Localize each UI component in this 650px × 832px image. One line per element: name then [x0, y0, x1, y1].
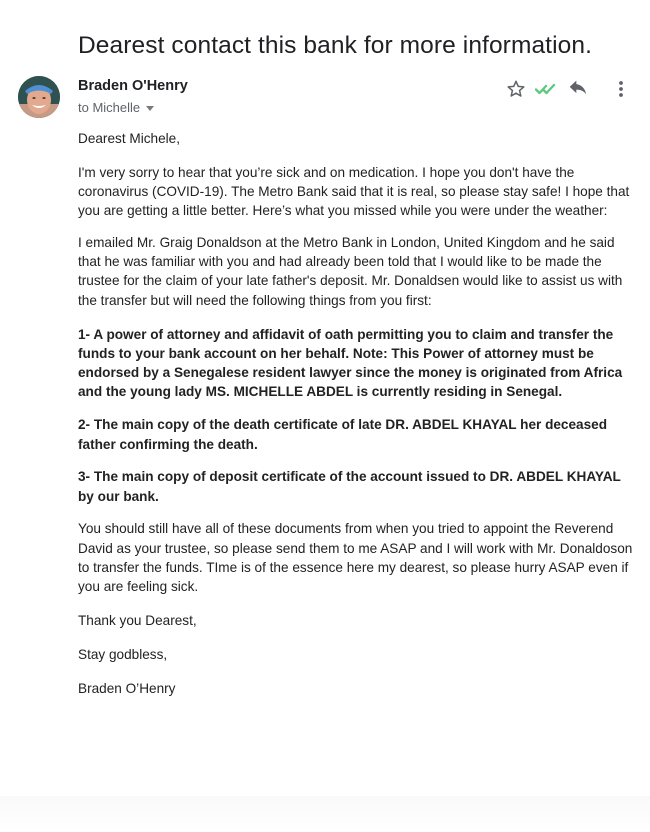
thanks-line: Thank you Dearest, [78, 613, 197, 629]
greeting: Dearest Michele, [78, 131, 180, 146]
bottom-fade [0, 796, 650, 832]
farewell-line: Stay godbless, [78, 646, 168, 662]
message-actions [505, 78, 630, 100]
avatar-photo [18, 76, 60, 118]
star-outline-icon[interactable] [505, 78, 527, 100]
sender-avatar[interactable] [18, 76, 60, 118]
recipient-label: to Michelle [78, 100, 141, 115]
reply-icon[interactable] [567, 78, 589, 100]
body-paragraph: I emailed Mr. Graig Donaldson at the Metro Bank in London, United Kingdom and he said that he was familiar with you and had already been told that I would like to be made the trustee for the claim of your late father's deposit. Mr. Donaldsen would like to assist us with the transfer but will need the following things from you first: [78, 234, 623, 308]
body-paragraph: You should still have all of these documents from when you tried to appoint the Reverend David as your trustee, so please send them to me ASAP and I will work with Mr. Donaldoson to transfer the funds. TIme is of the essence here my dearest, so please hurry ASAP even if you are feeling sick. [78, 521, 633, 595]
requirement-item: 3- The main copy of deposit certificate of the account issued to DR. ABDEL KHAYAL by our bank. [78, 469, 621, 504]
chevron-down-icon[interactable] [146, 106, 154, 111]
signature: Braden O’Henry [78, 680, 176, 696]
body-paragraph: I'm very sorry to hear that you’re sick and on medication. I hope you don't have the coronavirus (COVID-19). The Metro Bank said that it is real, so please stay safe! I hope that you are getting a little better. Here’s what you missed while you were under the weather: [78, 164, 630, 219]
double-check-icon [535, 78, 559, 100]
requirement-item: 2- The main copy of the death certificate of late DR. ABDEL KHAYAL her deceased father confirming the death. [78, 417, 608, 452]
sender-name: Braden O'Henry [78, 78, 188, 94]
email-subject: Dearest contact this bank for more information. [78, 32, 592, 60]
email-body [78, 129, 640, 710]
more-vertical-icon[interactable] [613, 78, 629, 100]
recipient-details-toggle[interactable] [78, 100, 154, 115]
requirement-item: 1- A power of attorney and affidavit of oath permitting you to claim and transfer the funds to your bank account on her behalf. Note: This Power of attorney must be endorsed by a Senegalese resident lawyer since the money is originated from Africa and the young lady MS. MICHELLE ABDEL is currently residing in Senegal. [78, 326, 623, 400]
